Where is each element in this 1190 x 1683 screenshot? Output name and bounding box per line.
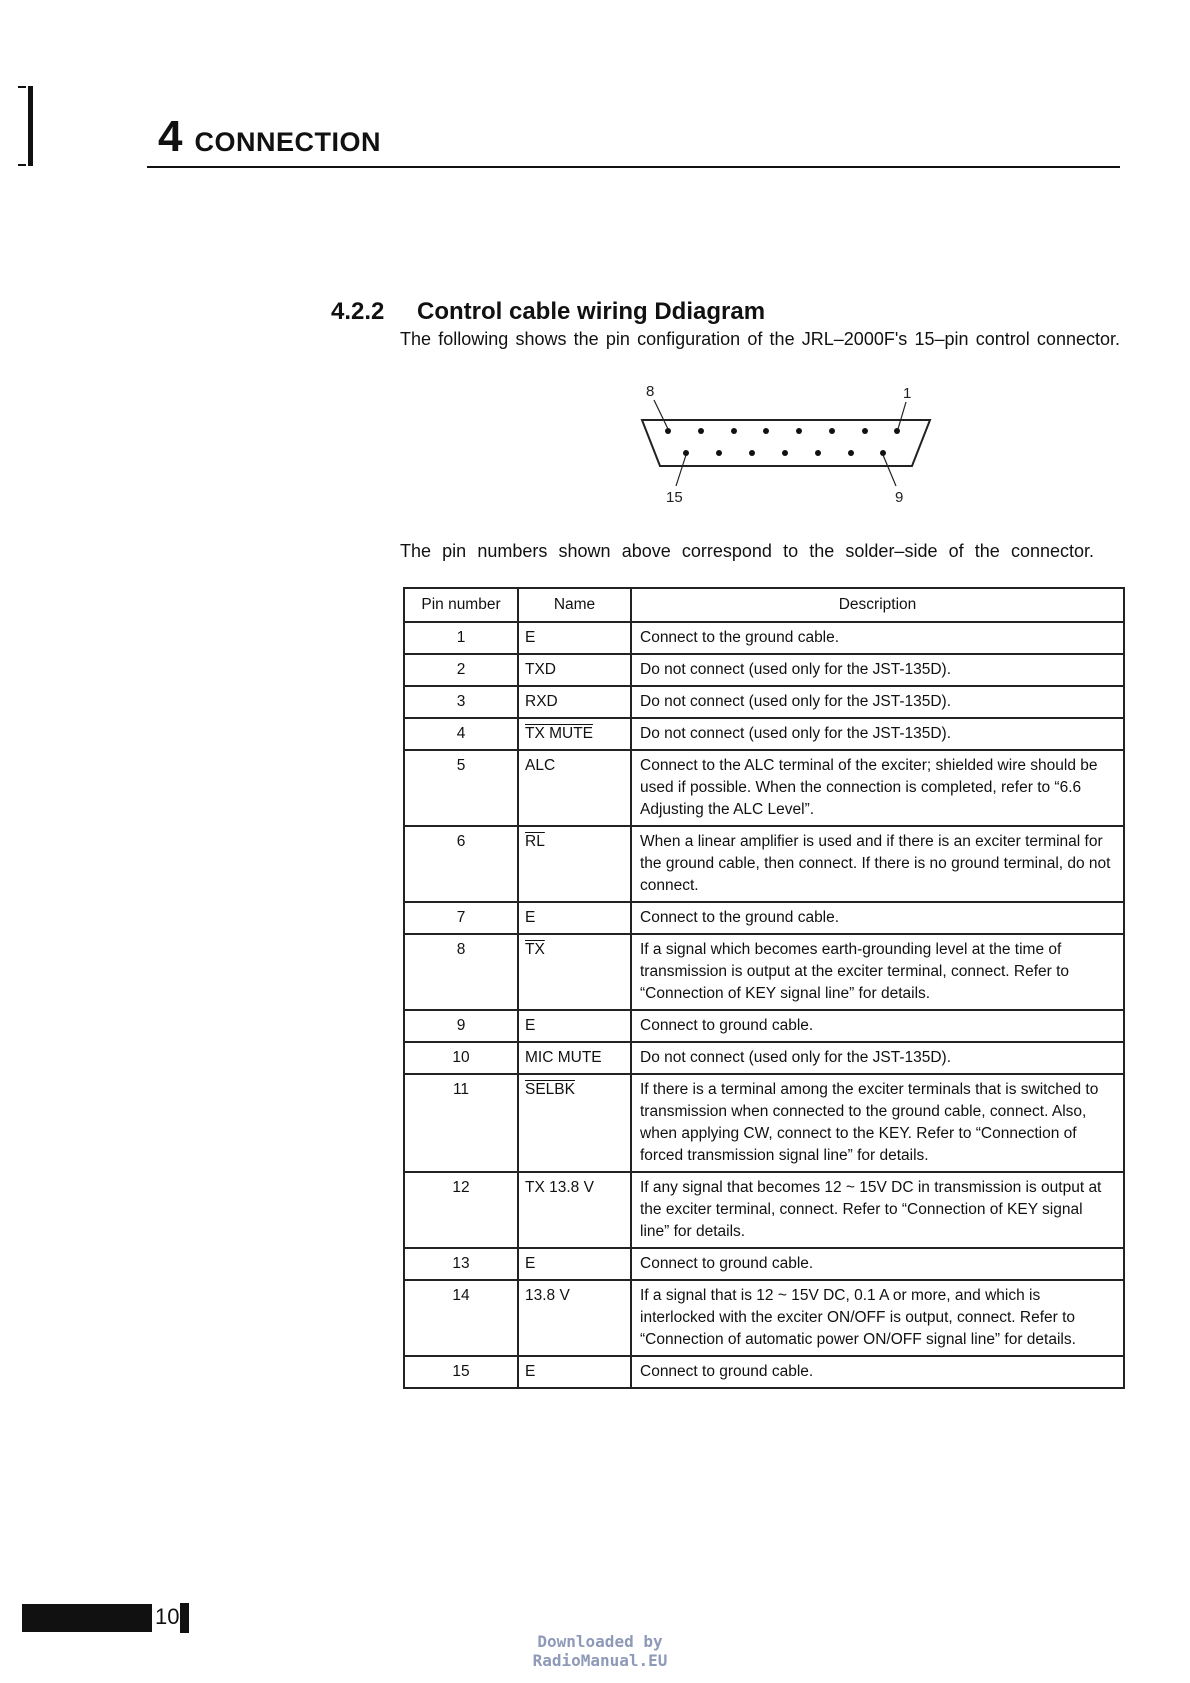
leader-pin-9 (883, 455, 896, 486)
section-title: Control cable wiring Ddiagram (417, 298, 766, 325)
margin-tick-bottom (18, 164, 26, 166)
connector-pins-bottom (683, 450, 886, 456)
solder-side-note: The pin numbers shown above correspond to the solder–side of the connector. (400, 541, 1094, 561)
chapter-title: CONNECTION (194, 127, 381, 157)
pin-description-cell: If a signal that is 12 ~ 15V DC, 0.1 A or more, and which is interlocked with the exciter ON/OFF is output, connect. Refer to “Connection of automatic power ON/OFF signal line” for details. (631, 1280, 1124, 1356)
watermark (500, 1632, 700, 1670)
pin-description-cell: Connect to the ground cable. (631, 902, 1124, 934)
pin-name-overlined: SELBK (525, 1081, 575, 1098)
pin-name-cell: E (518, 902, 631, 934)
pin-number-cell: 3 (404, 686, 518, 718)
margin-change-bar (28, 86, 33, 166)
header-pin-number: Pin number (404, 588, 518, 622)
footer-end-mark (180, 1603, 189, 1633)
pin-description-cell: Connect to ground cable. (631, 1356, 1124, 1388)
pin-name-cell (518, 826, 631, 902)
pin-name-overlined: $\overline{RL}$ (525, 833, 545, 850)
leader-pin-15 (676, 455, 686, 486)
pin-name-cell: MIC MUTE (518, 1042, 631, 1074)
pin-name-cell: E (518, 1010, 631, 1042)
table-row (404, 1356, 1124, 1388)
watermark-line1: Downloaded by (537, 1632, 663, 1651)
chapter-rule (147, 166, 1120, 168)
pin-name-cell (518, 718, 631, 750)
table-row (404, 1280, 1124, 1356)
pin-name-cell: E (518, 1248, 631, 1280)
margin-tick-top (18, 86, 26, 88)
pin-description-cell: Connect to ground cable. (631, 1248, 1124, 1280)
pin-number-cell: 9 (404, 1010, 518, 1042)
table-row (404, 686, 1124, 718)
pin-label-8: 8 (646, 383, 655, 400)
table-row (404, 622, 1124, 654)
section-intro: The following shows the pin configuration of the JRL–2000F's 15–pin control connector. (400, 329, 1120, 349)
pin-description-cell: Do not connect (used only for the JST-135D). (631, 718, 1124, 750)
table-row (404, 750, 1124, 826)
pin-number-cell: 8 (404, 934, 518, 1010)
section-number: 4.2.2 (331, 298, 385, 325)
pin-number-cell: 11 (404, 1074, 518, 1172)
pin-description-cell: If any signal that becomes 12 ~ 15V DC in transmission is output at the exciter terminal, connect. Refer to “Connection of KEY signal line” for details. (631, 1172, 1124, 1248)
pin-description-cell: Do not connect (used only for the JST-135D). (631, 1042, 1124, 1074)
pin-description-cell: If there is a terminal among the exciter terminals that is switched to transmission when connected to the ground cable, connect. Also, when applying CW, connect to the KEY. Refer to “Connection of forced transmission signal line” for details. (631, 1074, 1124, 1172)
pin-number-cell: 14 (404, 1280, 518, 1356)
pin-name-cell: E (518, 622, 631, 654)
connector-diagram (620, 380, 950, 510)
pin-name-cell (518, 934, 631, 1010)
pin-description-cell: Do not connect (used only for the JST-135D). (631, 654, 1124, 686)
pin-number-cell: 10 (404, 1042, 518, 1074)
header-name: Name (518, 588, 631, 622)
pin-description-cell: Connect to the ground cable. (631, 622, 1124, 654)
pin-name-cell: ALC (518, 750, 631, 826)
pin-number-cell: 15 (404, 1356, 518, 1388)
watermark-line2: RadioManual.EU (532, 1651, 668, 1670)
table-row (404, 718, 1124, 750)
connector-pins-top (665, 428, 900, 434)
table-header-row (404, 588, 1124, 622)
chapter-heading (158, 112, 381, 162)
pin-label-1: 1 (903, 385, 912, 402)
table-row (404, 1248, 1124, 1280)
pin-name-cell: 13.8 V (518, 1280, 631, 1356)
leader-pin-8 (654, 400, 668, 429)
table-row (404, 934, 1124, 1010)
pin-description-cell: If a signal which becomes earth-grounding level at the time of transmission is output at the exciter terminal, connect. Refer to “Connection of KEY signal line” for details. (631, 934, 1124, 1010)
pin-description-cell: Connect to the ALC terminal of the exciter; shielded wire should be used if possible. When the connection is completed, refer to “6.6 Adjusting the ALC Level”. (631, 750, 1124, 826)
leader-pin-1 (898, 402, 906, 429)
pin-label-15: 15 (666, 489, 683, 506)
pin-number-cell: 6 (404, 826, 518, 902)
pin-number-cell: 5 (404, 750, 518, 826)
pin-name-cell: TXD (518, 654, 631, 686)
page-number: 10 (155, 1604, 180, 1629)
table-row (404, 654, 1124, 686)
footer-bar (22, 1604, 152, 1632)
pin-number-cell: 13 (404, 1248, 518, 1280)
header-description: Description (631, 588, 1124, 622)
pin-description-cell: Connect to ground cable. (631, 1010, 1124, 1042)
pin-name-overlined: $\overline{TX}$ (525, 941, 545, 958)
pin-name-cell: E (518, 1356, 631, 1388)
pin-label-9: 9 (895, 489, 904, 506)
table-row (404, 1074, 1124, 1172)
table-row (404, 1172, 1124, 1248)
chapter-number: 4 (158, 112, 183, 161)
pin-name-overlined: TX MUTE (525, 725, 594, 742)
pin-number-cell: 12 (404, 1172, 518, 1248)
pin-number-cell: 1 (404, 622, 518, 654)
table-row (404, 902, 1124, 934)
table-row (404, 826, 1124, 902)
pin-table (403, 587, 1125, 1389)
pin-description-cell: Do not connect (used only for the JST-135D). (631, 686, 1124, 718)
pin-number-cell: 7 (404, 902, 518, 934)
table-row (404, 1042, 1124, 1074)
pin-name-cell (518, 1074, 631, 1172)
pin-description-cell: When a linear amplifier is used and if there is an exciter terminal for the ground cable, then connect. If there is no ground terminal, do not connect. (631, 826, 1124, 902)
pin-number-cell: 2 (404, 654, 518, 686)
pin-name-cell: RXD (518, 686, 631, 718)
table-row (404, 1010, 1124, 1042)
pin-name-cell: TX 13.8 V (518, 1172, 631, 1248)
pin-number-cell: 4 (404, 718, 518, 750)
